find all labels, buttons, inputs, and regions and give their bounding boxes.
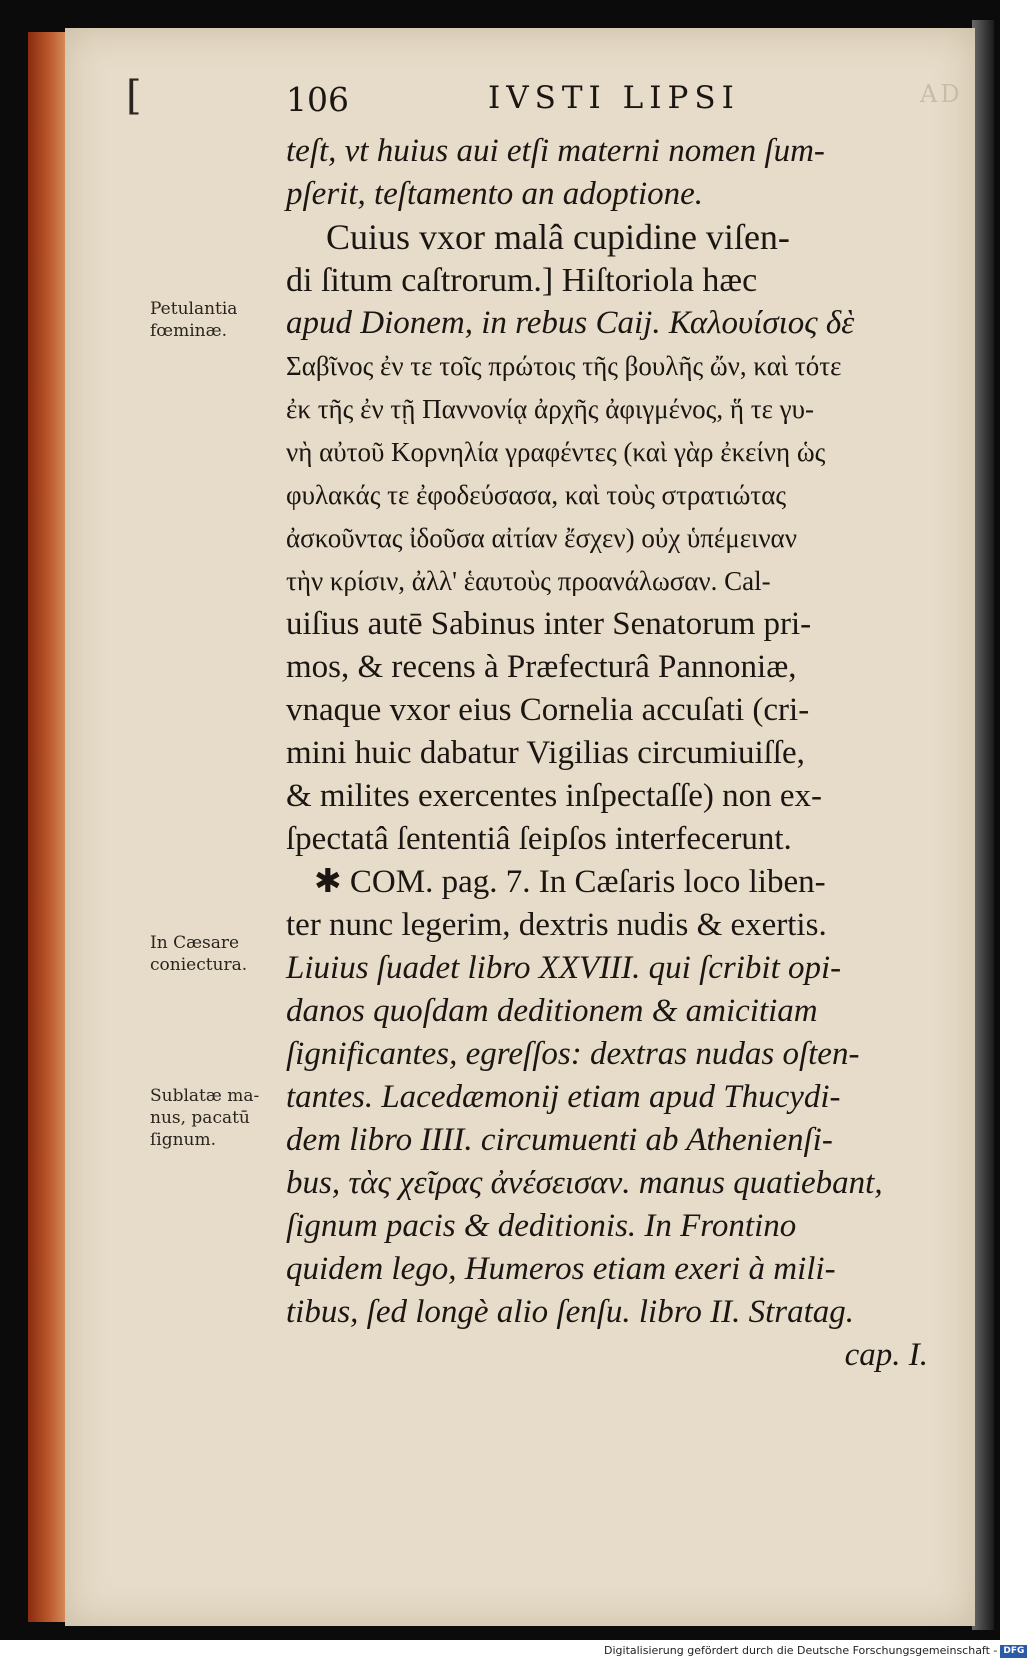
text-line: danos quoſdam deditionem & amicitiam: [286, 993, 818, 1029]
text-line: apud Dionem, in rebus Caij. Καλουίσιος δὲ: [286, 305, 855, 341]
text-line: φυλακάς τε ἐφοδεύσασα, καὶ τοὺς στρατιώτας: [286, 480, 787, 510]
main-text-block: [286, 130, 932, 1377]
running-head: IVSTI LIPSI: [488, 80, 740, 116]
margin-note-line: fœminæ.: [150, 321, 227, 341]
text-line: ſignum pacis & deditionis. In Frontino: [286, 1208, 797, 1244]
margin-note-coniectura: [150, 932, 270, 976]
text-line: & milites exercentes inſpectaſſe) non ex-: [286, 778, 823, 814]
digitization-credit: [604, 1640, 1025, 1662]
text-line: di ſitum caſtrorum.] Hiſtoriola hæc: [286, 262, 758, 299]
text-line: vnaque vxor eius Cornelia accuſati (cri-: [286, 692, 810, 728]
text-line: Σαβῖνος ἐν τε τοῖς πρώτοις τῆς βουλῆς ὤν, καὶ τότε: [286, 351, 842, 381]
text-line: τὴν κρίσιν, ἀλλ' ἑαυτοὺς προανάλωσαν. Cal-: [286, 566, 771, 596]
text-line: pſerit, teſtamento an adoptione.: [286, 176, 704, 212]
margin-note-line: Petulantia: [150, 299, 238, 319]
text-line: Liuius ſuadet libro XXVIII. qui ſcribit opi-: [286, 950, 842, 986]
credit-text: Digitalisierung gefördert durch die Deutsche Forschungsgemeinschaft -: [604, 1644, 998, 1657]
scan-right-strip: [972, 20, 994, 1630]
margin-note-line: Sublatæ ma-: [150, 1086, 260, 1106]
bleed-through-text: AD: [920, 80, 963, 108]
text-line: tantes. Lacedæmonij etiam apud Thucydi-: [286, 1079, 841, 1115]
text-line: uiſius autē Sabinus inter Senatorum pri-: [286, 606, 812, 642]
text-line: νὴ αὐτοῦ Κορνηλία γραφέντες (καὶ γὰρ ἐκείνη ὡς: [286, 437, 826, 467]
margin-note-line: ſignum.: [150, 1130, 217, 1150]
text-line: mini huic dabatur Vigilias circumiuiſſe,: [286, 735, 805, 771]
text-line: ἐκ τῆς ἐν τῇ Παννονίᾳ ἀρχῆς ἀφιγμένος, ἥ τε γυ-: [286, 394, 814, 424]
text-line: ſignificantes, egreſſos: dextras nudas oſten-: [286, 1036, 860, 1072]
text-line: tibus, ſed longè alio ſenſu. libro II. Stratag.: [286, 1294, 854, 1330]
text-line: quidem lego, Humeros etiam exeri à mili-: [286, 1251, 836, 1287]
edge-bracket-mark: [: [126, 73, 142, 119]
text-line: dem libro IIII. circumuenti ab Athenienſi-: [286, 1122, 833, 1158]
page-number: 106: [286, 80, 349, 119]
text-line: Cuius vxor malâ cupidine viſen-: [326, 217, 790, 257]
text-line: ἀσκοῦντας ἰδοῦσα αἰτίαν ἔσχεν) οὐχ ὑπέμειναν: [286, 523, 797, 553]
text-line: bus, τὰς χεῖρας ἀνέσεισαν. manus quatiebant,: [286, 1165, 883, 1201]
text-line: mos, & recens à Præfecturâ Pannoniæ,: [286, 649, 797, 685]
text-line: cap. I.: [844, 1337, 928, 1373]
margin-note-petulantia: [150, 298, 270, 342]
text-line: ✱ COM. pag. 7. In Cæſaris loco liben-: [314, 864, 826, 900]
text-line: teſt, vt huius aui etſi materni nomen ſum-: [286, 133, 825, 169]
margin-note-line: nus, pacatū: [150, 1108, 250, 1128]
text-line: ſpectatâ ſententiâ ſeipſos interfecerunt.: [286, 821, 792, 857]
text-line: ter nunc legerim, dextris nudis & exertis.: [286, 907, 827, 943]
margin-note-sublatae-manus: [150, 1085, 270, 1151]
margin-note-line: In Cæsare: [150, 933, 240, 953]
margin-note-line: coniectura.: [150, 955, 248, 975]
dfg-logo: DFG: [1000, 1645, 1027, 1658]
